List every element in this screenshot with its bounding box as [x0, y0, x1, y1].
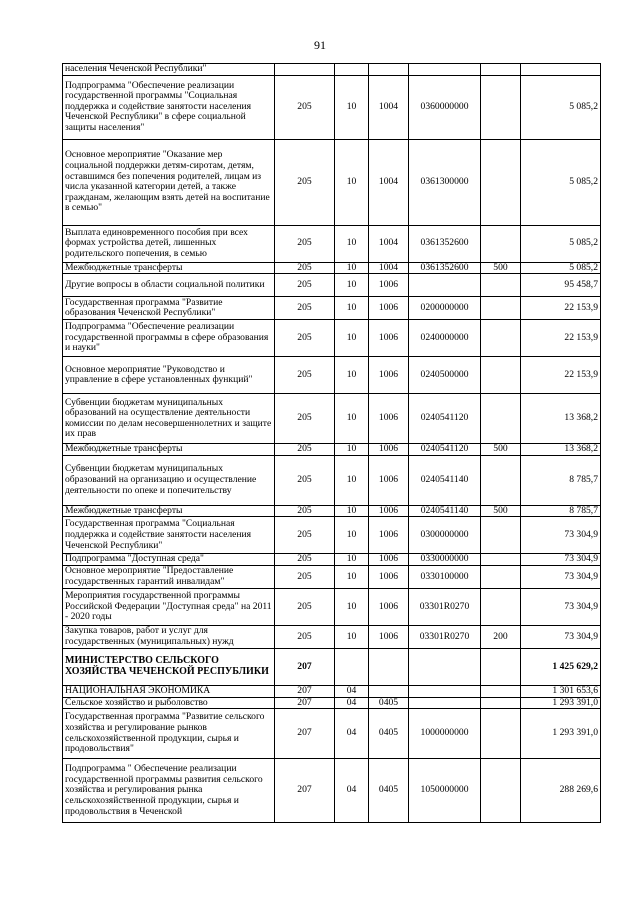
row-expense-type-code — [481, 565, 521, 588]
row-section-code: 10 — [335, 588, 369, 625]
row-name: Мероприятия государственной программы Российской Федерации "Доступная среда" на 2011 - 2020 годы — [63, 588, 275, 625]
row-name: Подпрограмма " Обеспечение реализации государственной программы развития сельского хозяйства и регулирования рынка сельскохозяйственной продукции, сырья и продовольствия в Чеченской — [63, 759, 275, 823]
table-row — [63, 588, 601, 625]
table-row — [63, 274, 601, 297]
row-target-article-code: 0300000000 — [409, 517, 481, 554]
row-name: Субвенции бюджетам муниципальных образований на осуществление деятельности комиссии по делам несовершеннолетних и защите их прав — [63, 394, 275, 444]
row-name: Субвенции бюджетам муниципальных образований на организацию и осуществление деятельности по опеке и попечительству — [63, 455, 275, 505]
row-subsection-code — [369, 64, 409, 76]
row-amount — [521, 64, 601, 76]
row-subsection-code: 1006 — [369, 274, 409, 297]
row-department-code: 205 — [275, 455, 335, 505]
row-expense-type-code — [481, 394, 521, 444]
row-section-code: 10 — [335, 75, 369, 139]
row-expense-type-code: 200 — [481, 625, 521, 648]
row-target-article-code: 0361352600 — [409, 262, 481, 274]
row-name: Подпрограмма "Обеспечение реализации государственной программы в сфере образования и науки" — [63, 320, 275, 357]
row-subsection-code: 1006 — [369, 554, 409, 566]
row-section-code: 10 — [335, 357, 369, 394]
row-name: Другие вопросы в области социальной политики — [63, 274, 275, 297]
row-expense-type-code — [481, 225, 521, 262]
row-department-code: 205 — [275, 225, 335, 262]
table-row — [63, 75, 601, 139]
row-subsection-code: 1004 — [369, 139, 409, 225]
row-department-code: 205 — [275, 554, 335, 566]
row-target-article-code — [409, 685, 481, 697]
row-department-code: 205 — [275, 565, 335, 588]
row-name: Подпрограмма "Обеспечение реализации государственной программы "Социальная поддержка и содействие занятости населения Чеченской Республики" в сфере социальной защиты населения" — [63, 75, 275, 139]
page-number: 91 — [314, 38, 326, 52]
row-target-article-code: 1000000000 — [409, 709, 481, 759]
row-target-article-code — [409, 697, 481, 709]
table-row — [63, 139, 601, 225]
row-subsection-code: 1006 — [369, 505, 409, 517]
row-name: МИНИСТЕРСТВО СЕЛЬСКОГО ХОЗЯЙСТВА ЧЕЧЕНСКОЙ РЕСПУБЛИКИ — [63, 648, 275, 685]
table-row — [63, 697, 601, 709]
row-target-article-code: 0240541140 — [409, 505, 481, 517]
row-expense-type-code: 500 — [481, 444, 521, 456]
row-amount: 73 304,9 — [521, 565, 601, 588]
row-expense-type-code — [481, 697, 521, 709]
row-amount: 1 425 629,2 — [521, 648, 601, 685]
row-section-code: 10 — [335, 139, 369, 225]
row-section-code: 10 — [335, 554, 369, 566]
row-subsection-code: 1004 — [369, 225, 409, 262]
row-name: Государственная программа "Развитие сельского хозяйства и регулирование рынков сельскохозяйственной продукции, сырья и продовольствия" — [63, 709, 275, 759]
row-name: Основное мероприятие "Предоставление государственных гарантий инвалидам" — [63, 565, 275, 588]
row-section-code: 10 — [335, 320, 369, 357]
table-row — [63, 320, 601, 357]
row-amount: 13 368,2 — [521, 444, 601, 456]
row-amount: 73 304,9 — [521, 588, 601, 625]
row-department-code: 205 — [275, 357, 335, 394]
table-row — [63, 455, 601, 505]
row-department-code: 207 — [275, 759, 335, 823]
row-department-code: 205 — [275, 262, 335, 274]
row-department-code: 207 — [275, 648, 335, 685]
row-section-code: 04 — [335, 709, 369, 759]
row-section-code: 10 — [335, 394, 369, 444]
table-row — [63, 262, 601, 274]
row-expense-type-code — [481, 320, 521, 357]
row-department-code: 207 — [275, 685, 335, 697]
row-expense-type-code — [481, 75, 521, 139]
row-expense-type-code — [481, 759, 521, 823]
table-row — [63, 64, 601, 76]
row-department-code: 205 — [275, 517, 335, 554]
row-subsection-code: 1006 — [369, 588, 409, 625]
row-target-article-code: 0361352600 — [409, 225, 481, 262]
row-amount: 95 458,7 — [521, 274, 601, 297]
row-target-article-code: 0240500000 — [409, 357, 481, 394]
row-section-code — [335, 64, 369, 76]
row-name: Государственная программа "Развитие образования Чеченской Республики" — [63, 297, 275, 320]
row-department-code: 205 — [275, 297, 335, 320]
row-amount: 22 153,9 — [521, 357, 601, 394]
row-section-code: 10 — [335, 225, 369, 262]
row-amount: 1 293 391,0 — [521, 697, 601, 709]
row-department-code — [275, 64, 335, 76]
row-expense-type-code — [481, 685, 521, 697]
row-amount: 22 153,9 — [521, 320, 601, 357]
table-row — [63, 685, 601, 697]
table-row — [63, 648, 601, 685]
row-amount: 5 085,2 — [521, 139, 601, 225]
row-section-code: 10 — [335, 505, 369, 517]
row-target-article-code: 0240000000 — [409, 320, 481, 357]
table-row — [63, 297, 601, 320]
row-amount: 288 269,6 — [521, 759, 601, 823]
row-amount: 8 785,7 — [521, 505, 601, 517]
row-subsection-code: 1006 — [369, 517, 409, 554]
table-row — [63, 505, 601, 517]
row-section-code: 04 — [335, 697, 369, 709]
row-expense-type-code: 500 — [481, 505, 521, 517]
row-name: Выплата единовременного пособия при всех формах устройства детей, лишенных родительского попечения, в семью — [63, 225, 275, 262]
row-amount: 22 153,9 — [521, 297, 601, 320]
row-department-code: 207 — [275, 697, 335, 709]
table-row — [63, 357, 601, 394]
row-expense-type-code — [481, 648, 521, 685]
row-name: НАЦИОНАЛЬНАЯ ЭКОНОМИКА — [63, 685, 275, 697]
row-section-code: 10 — [335, 297, 369, 320]
row-department-code: 205 — [275, 320, 335, 357]
row-name: Государственная программа "Социальная поддержка и содействие занятости населения Чеченской Республики" — [63, 517, 275, 554]
row-target-article-code: 0360000000 — [409, 75, 481, 139]
row-expense-type-code — [481, 357, 521, 394]
table-row — [63, 554, 601, 566]
row-subsection-code: 1006 — [369, 565, 409, 588]
row-section-code: 10 — [335, 517, 369, 554]
row-department-code: 205 — [275, 625, 335, 648]
table-row — [63, 759, 601, 823]
row-target-article-code: 0240541120 — [409, 444, 481, 456]
row-department-code: 205 — [275, 505, 335, 517]
row-section-code: 10 — [335, 444, 369, 456]
row-target-article-code: 03301R0270 — [409, 625, 481, 648]
table-row — [63, 394, 601, 444]
row-target-article-code — [409, 274, 481, 297]
row-subsection-code: 1006 — [369, 455, 409, 505]
row-subsection-code: 0405 — [369, 759, 409, 823]
row-section-code: 10 — [335, 262, 369, 274]
row-subsection-code — [369, 685, 409, 697]
row-target-article-code: 0330100000 — [409, 565, 481, 588]
row-amount: 13 368,2 — [521, 394, 601, 444]
row-target-article-code — [409, 648, 481, 685]
row-subsection-code: 1006 — [369, 444, 409, 456]
row-amount: 8 785,7 — [521, 455, 601, 505]
row-name: Межбюджетные трансферты — [63, 262, 275, 274]
row-expense-type-code — [481, 554, 521, 566]
row-subsection-code: 1004 — [369, 75, 409, 139]
row-name: Межбюджетные трансферты — [63, 505, 275, 517]
row-department-code: 207 — [275, 709, 335, 759]
row-target-article-code: 03301R0270 — [409, 588, 481, 625]
row-subsection-code: 1006 — [369, 357, 409, 394]
row-expense-type-code — [481, 64, 521, 76]
budget-table — [62, 63, 601, 823]
row-expense-type-code — [481, 274, 521, 297]
table-row — [63, 517, 601, 554]
row-amount: 73 304,9 — [521, 625, 601, 648]
row-target-article-code: 0240541120 — [409, 394, 481, 444]
row-section-code: 04 — [335, 685, 369, 697]
row-subsection-code: 0405 — [369, 697, 409, 709]
row-name: Сельское хозяйство и рыболовство — [63, 697, 275, 709]
row-amount: 5 085,2 — [521, 75, 601, 139]
row-name: Межбюджетные трансферты — [63, 444, 275, 456]
row-section-code: 10 — [335, 455, 369, 505]
table-row — [63, 709, 601, 759]
row-department-code: 205 — [275, 75, 335, 139]
row-target-article-code: 0200000000 — [409, 297, 481, 320]
row-subsection-code: 0405 — [369, 709, 409, 759]
row-amount: 5 085,2 — [521, 225, 601, 262]
row-department-code: 205 — [275, 274, 335, 297]
row-section-code: 10 — [335, 274, 369, 297]
row-expense-type-code — [481, 517, 521, 554]
row-subsection-code: 1006 — [369, 625, 409, 648]
row-expense-type-code — [481, 709, 521, 759]
row-subsection-code: 1004 — [369, 262, 409, 274]
row-target-article-code: 0240541140 — [409, 455, 481, 505]
table-row — [63, 444, 601, 456]
row-name: Основное мероприятие "Руководство и управление в сфере установленных функций" — [63, 357, 275, 394]
row-subsection-code: 1006 — [369, 394, 409, 444]
row-amount: 1 293 391,0 — [521, 709, 601, 759]
row-amount: 73 304,9 — [521, 517, 601, 554]
row-expense-type-code — [481, 139, 521, 225]
row-department-code: 205 — [275, 444, 335, 456]
row-amount: 1 301 653,6 — [521, 685, 601, 697]
row-department-code: 205 — [275, 394, 335, 444]
row-expense-type-code — [481, 455, 521, 505]
row-expense-type-code — [481, 588, 521, 625]
row-amount: 73 304,9 — [521, 554, 601, 566]
row-target-article-code: 0361300000 — [409, 139, 481, 225]
row-expense-type-code — [481, 297, 521, 320]
row-name: Подпрограмма "Доступная среда" — [63, 554, 275, 566]
row-department-code: 205 — [275, 588, 335, 625]
row-section-code — [335, 648, 369, 685]
row-target-article-code: 1050000000 — [409, 759, 481, 823]
row-department-code: 205 — [275, 139, 335, 225]
table-row — [63, 225, 601, 262]
table-body — [63, 64, 601, 823]
row-section-code: 04 — [335, 759, 369, 823]
row-name: населения Чеченской Республики" — [63, 64, 275, 76]
table-row — [63, 565, 601, 588]
row-subsection-code — [369, 648, 409, 685]
table-row — [63, 625, 601, 648]
row-amount: 5 085,2 — [521, 262, 601, 274]
row-target-article-code — [409, 64, 481, 76]
row-target-article-code: 0330000000 — [409, 554, 481, 566]
row-subsection-code: 1006 — [369, 320, 409, 357]
row-name: Основное мероприятие "Оказание мер социальной поддержки детям-сиротам, детям, оставшимся без попечения родителей, лицам из числа указанной категории детей, а также гражданам, желающим взять детей на воспитание в семью" — [63, 139, 275, 225]
row-section-code: 10 — [335, 625, 369, 648]
row-section-code: 10 — [335, 565, 369, 588]
row-expense-type-code: 500 — [481, 262, 521, 274]
row-subsection-code: 1006 — [369, 297, 409, 320]
row-name: Закупка товаров, работ и услуг для государственных (муниципальных) нужд — [63, 625, 275, 648]
